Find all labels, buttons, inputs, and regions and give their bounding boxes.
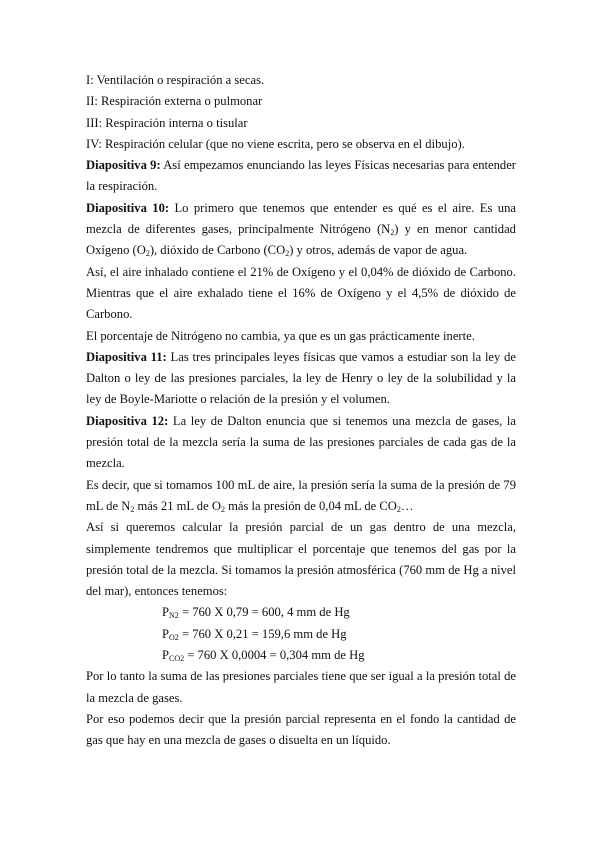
- slide-10-text: ), dióxido de Carbono (CO: [149, 243, 286, 258]
- slide-10-text: ) y otros, además de vapor de agua.: [289, 243, 468, 258]
- subscript: 2: [285, 249, 290, 259]
- document-page: [86, 70, 516, 752]
- list-item-internal-respiration: III: Respiración interna o tisular: [86, 115, 248, 130]
- subscript: 2: [396, 504, 401, 514]
- formula-symbol: P: [162, 648, 170, 663]
- slide-11-text: Las tres principales leyes físicas que vamos a estudiar son la ley de Dalton o ley de las presiones parciales, la ley de Henry o ley de la solubilidad y la ley de Boyle-Mariotte o relación de la presión y el volumen.: [86, 349, 516, 407]
- formula-po2: [120, 624, 516, 645]
- formula-expression: = 760 X 0,0004 = 0,304 mm de Hg: [184, 648, 365, 663]
- slide-10-label: Diapositiva 10:: [86, 200, 170, 215]
- slide-9-label: Diapositiva 9:: [86, 158, 161, 173]
- slide-12-text: La ley de Dalton enuncia que si tenemos una mezcla de gases, la presión total de la mezcla sería la suma de las presiones parciales de cada gas de la mezcla.: [86, 413, 516, 471]
- subscript: 2: [220, 504, 225, 514]
- slide-9-text: Así empezamos enunciando las leyes Físicas necesarias para entender la respiración.: [86, 158, 516, 194]
- formula-symbol: P: [162, 605, 170, 620]
- paragraph-slide-11: [86, 347, 516, 411]
- list-item-external-respiration: II: Respiración externa o pulmonar: [86, 94, 263, 109]
- slide-12-label: Diapositiva 12:: [86, 413, 169, 428]
- formula-pn2: [120, 602, 516, 623]
- paragraph-slide-12: [86, 411, 516, 475]
- paragraph-partial-pressure: Así si queremos calcular la presión parcial de un gas dentro de una mezcla, simplemente tendremos que multiplicar el porcentaje que tenemos del gas por la presión total de la mezcla. Si tomamos la presión atmosférica (760 mm de Hg a nivel del mar), entonces tenemos:: [86, 520, 516, 599]
- es-decir-text: …: [400, 498, 414, 513]
- subscript: 2: [130, 504, 135, 514]
- subscript: 2: [145, 249, 150, 259]
- formula-pco2: [120, 645, 516, 666]
- list-item-ventilation: I: Ventilación o respiración a secas.: [86, 73, 265, 87]
- paragraph-conclusion: Por lo tanto la suma de las presiones parciales tiene que ser igual a la presión total de la mezcla de gases.: [86, 669, 516, 705]
- formula-subscript: CO2: [169, 654, 185, 664]
- es-decir-text: Es decir, que si tomamos 100 mL de aire, la presión sería la suma de la presión de 79 mL de N: [86, 477, 516, 513]
- formula-symbol: P: [162, 626, 170, 641]
- paragraph-slide-10: [86, 198, 516, 262]
- paragraph-air-composition: Así, el aire inhalado contiene el 21% de Oxígeno y el 0,04% de dióxido de Carbono. Mientras que el aire exhalado tiene el 16% de Oxígeno y el 4,5% de dióxido de Carbono.: [86, 264, 516, 322]
- es-decir-text: más la presión de 0,04 mL de CO: [224, 498, 397, 513]
- formula-subscript: N2: [169, 611, 179, 621]
- paragraph-slide-9: [86, 155, 516, 198]
- formula-expression: = 760 X 0,21 = 159,6 mm de Hg: [178, 626, 347, 641]
- slide-10-text: Lo primero que tenemos que entender es qué es el aire. Es una mezcla de diferentes gases, principalmente Nitrógeno (N: [86, 200, 516, 237]
- slide-11-label: Diapositiva 11:: [86, 349, 167, 364]
- slide-10-text: ) y en menor cantidad Oxígeno (O: [86, 222, 516, 258]
- paragraph-nitrogen: El porcentaje de Nitrógeno no cambia, ya que es un gas prácticamente inerte.: [86, 328, 475, 343]
- list-item-cellular-respiration: IV: Respiración celular (que no viene escrita, pero se observa en el dibujo).: [86, 136, 465, 151]
- es-decir-text: más 21 mL de O: [134, 498, 221, 513]
- formula-expression: = 760 X 0,79 = 600, 4 mm de Hg: [178, 605, 350, 620]
- paragraph-es-decir: [86, 475, 516, 518]
- paragraph-partial-pressure-meaning: Por eso podemos decir que la presión parcial representa en el fondo la cantidad de gas que hay en una mezcla de gases o disuelta en un líquido.: [86, 711, 516, 748]
- subscript: 2: [390, 228, 395, 238]
- formula-subscript: O2: [169, 632, 179, 642]
- formula-list: [86, 602, 516, 666]
